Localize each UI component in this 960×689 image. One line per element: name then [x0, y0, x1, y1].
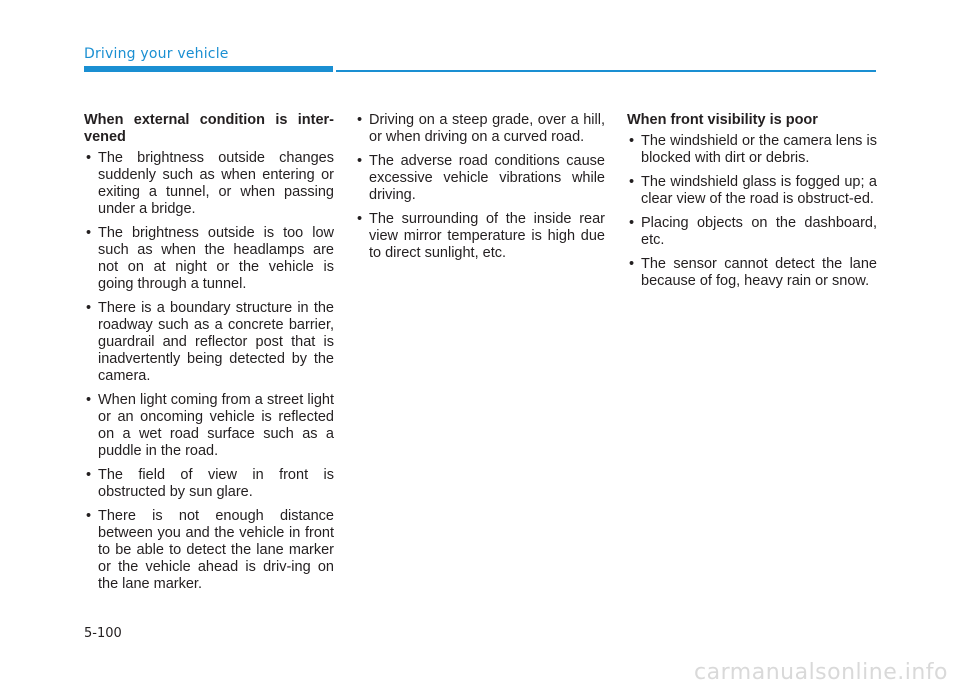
section-title: Driving your vehicle: [84, 46, 229, 62]
list-item: • The field of view in front is obstructed by sun glare.: [84, 467, 334, 501]
left-column: [84, 112, 334, 600]
middle-column: [355, 112, 605, 269]
list-item: • The sensor cannot detect the lane because of fog, heavy rain or snow.: [627, 256, 877, 290]
list-item: • There is a boundary structure in the roadway such as a concrete barrier, guardrail and reflector post that is inadvertently being detected by the camera.: [84, 300, 334, 385]
right-column-heading: When front visibility is poor: [627, 112, 818, 128]
list-item: • The adverse road conditions cause excessive vehicle vibrations while driving.: [355, 153, 605, 204]
left-column-heading: When external condition is inter-vened: [84, 112, 334, 145]
list-item: • The surrounding of the inside rear view mirror temperature is high due to direct sunlight, etc.: [355, 211, 605, 262]
right-column: [627, 112, 877, 297]
watermark: carmanualsonline.info: [694, 660, 948, 685]
list-item: • Placing objects on the dashboard, etc.: [627, 215, 877, 249]
middle-bullet-list: [355, 112, 605, 262]
page-number: 5-100: [84, 626, 122, 641]
list-item: • The brightness outside is too low such as when the headlamps are not on at night or the vehicle is going through a tunnel.: [84, 225, 334, 293]
list-item: • When light coming from a street light or an oncoming vehicle is reflected on a wet road surface such as a puddle in the road.: [84, 392, 334, 460]
list-item: • The brightness outside changes suddenly such as when entering or exiting a tunnel, or when passing under a bridge.: [84, 150, 334, 218]
list-item: • The windshield or the camera lens is blocked with dirt or debris.: [627, 133, 877, 167]
header-rule-thick: [84, 66, 333, 72]
right-bullet-list: [627, 133, 877, 290]
left-bullet-list: [84, 150, 334, 593]
header-rule-thin: [336, 70, 876, 72]
list-item: • The windshield glass is fogged up; a clear view of the road is obstruct-ed.: [627, 174, 877, 208]
list-item: • Driving on a steep grade, over a hill, or when driving on a curved road.: [355, 112, 605, 146]
list-item: • There is not enough distance between you and the vehicle in front to be able to detect the lane marker or the vehicle ahead is driv-ing on the lane marker.: [84, 508, 334, 593]
